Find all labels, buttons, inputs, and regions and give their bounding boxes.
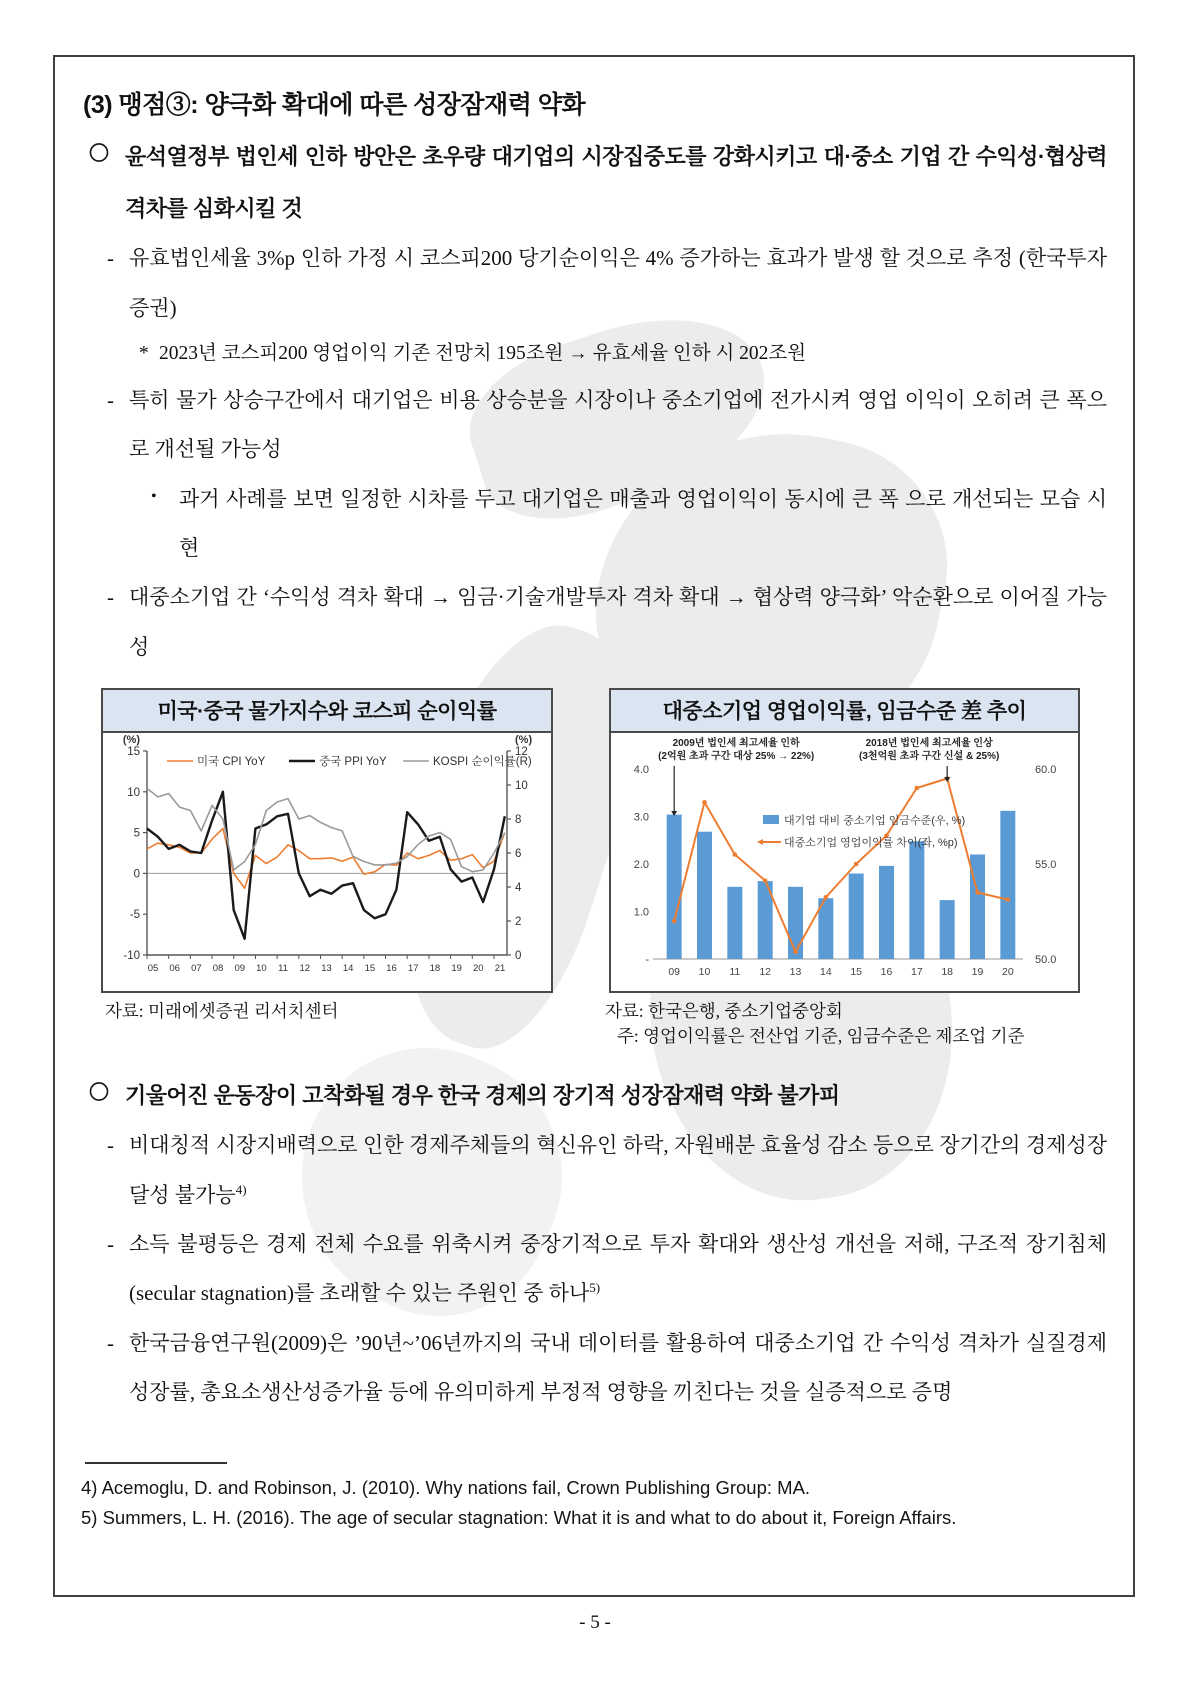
annotation-line2: (3천억원 초과 구간 신설 & 25%) [859, 751, 1000, 763]
left-axis-tick: 3.0 [633, 811, 649, 824]
footnote-item: 5) Summers, L. H. (2016). The age of secular stagnation: What it is and what to do about it, Foreign Affairs. [81, 1507, 957, 1529]
bullet-marker: 〇 [89, 143, 109, 165]
body-item-text: 비대칭적 시장지배력으로 인한 경제주체들의 혁신유인 하락, 자원배분 효율성 감소 등으로 장기간의 경제성장 달성 불가능$^{4)}$ [129, 1133, 1107, 1207]
x-axis-tick: 11 [729, 966, 741, 979]
x-axis-tick: 10 [256, 963, 267, 975]
footnote-separator [85, 1462, 227, 1464]
x-axis-tick: 15 [364, 963, 376, 975]
wage-level-bar [667, 815, 682, 959]
x-axis-tick: 19 [451, 963, 462, 975]
right-axis-tick: 12 [515, 746, 528, 759]
profit-gap-point [915, 786, 920, 791]
x-axis-tick: 14 [342, 963, 354, 975]
right-axis-tick: 55.0 [1035, 859, 1057, 872]
content-border-box [53, 55, 1135, 1597]
right-axis-tick: 50.0 [1035, 954, 1057, 967]
bullet-marker: - [107, 246, 114, 271]
left-chart-canvas [103, 733, 551, 991]
body-item-text: 윤석열정부 법인세 인하 방안은 초우량 대기업의 시장집중도를 강화시키고 대·중소 기업 간 수익성·협상력 격차를 심화시킬 것 [125, 144, 1107, 221]
right-axis-tick: 10 [515, 780, 528, 793]
bullet-marker: - [107, 1133, 114, 1158]
annotation-line1: 2009년 법인세 최고세율 인하 [672, 738, 800, 750]
x-axis-tick: 17 [910, 966, 923, 979]
chart-box-price-index [101, 688, 553, 993]
wage-level-bar [727, 887, 742, 959]
wage-level-bar [1000, 811, 1015, 959]
body-item-text: 2023년 코스피200 영업이익 기존 전망치 195조원 → 유효세율 인하 시 202조원 [159, 343, 807, 365]
profit-gap-point [975, 890, 980, 895]
wage-level-bar [909, 841, 924, 959]
footnote-ref: 5) [589, 1280, 601, 1296]
right-axis-unit: (%) [515, 734, 533, 747]
footnotes [81, 1474, 1107, 1533]
x-axis-tick: 05 [147, 963, 159, 975]
section-heading: (3) 맹점③: 양극화 확대에 따른 성장잠재력 약화 [83, 91, 586, 119]
body-item-text: 한국금융연구원(2009)은 ’90년~’06년까지의 국내 데이터를 활용하여 대중소기업 간 수익성 격차가 실질경제성장률, 총요소생산성증가율 등에 유의미하게 부정적 영향을 끼친다는 것을 실증적으로 증명 [129, 1330, 1107, 1405]
bottom-bullet-list [81, 1070, 1107, 1418]
top-bullet-list [81, 131, 1107, 672]
body-item [81, 131, 1107, 234]
left-chart-title: 미국·중국 물가지수와 코스피 순이익률 [103, 690, 551, 733]
annotation-line2: (2억원 초과 구간 대상 25% → 22%) [658, 751, 815, 763]
body-item-text: 기울어진 운동장이 고착화될 경우 한국 경제의 장기적 성장잠재력 약화 불가피 [125, 1082, 840, 1108]
x-axis-tick: 19 [971, 966, 984, 979]
left-axis-tick: -10 [123, 950, 140, 963]
bullet-marker: * [139, 343, 149, 365]
x-axis-tick: 20 [1001, 966, 1014, 979]
wage-level-bar [849, 874, 864, 960]
x-axis-tick: 13 [789, 966, 802, 979]
body-item-text: 대중소기업 간 ‘수익성 격차 확대 → 임금·기술개발투자 격차 확대 → 협상력 양극화’ 악순환으로 이어질 가능성 [129, 585, 1107, 659]
body-item [81, 376, 1107, 475]
wage-level-bar [879, 866, 894, 959]
wage-level-bar [697, 832, 712, 959]
bullet-marker: • [151, 487, 157, 505]
series-KOSPI 순이익률(R) [147, 788, 505, 871]
body-item-text: 특히 물가 상승구간에서 대기업은 비용 상승분을 시장이나 중소기업에 전가시켜 영업 이익이 오히려 큰 폭으로 개선될 가능성 [129, 387, 1107, 462]
profit-gap-point [854, 862, 859, 867]
left-axis-tick: 15 [127, 746, 140, 759]
chart-sources [105, 999, 1107, 1050]
x-axis-tick: 20 [473, 963, 484, 975]
legend-label: 미국 CPI YoY [197, 756, 266, 769]
profit-gap-point [702, 800, 707, 805]
bullet-marker: - [107, 387, 114, 412]
left-axis-tick: -5 [129, 909, 140, 922]
body-item [81, 234, 1107, 333]
x-axis-tick: 10 [698, 966, 711, 979]
footnote-ref: 4) [235, 1181, 247, 1197]
body-item-text: 소득 불평등은 경제 전체 수요를 위축시켜 중장기적으로 투자 확대와 생산성 개선을 저해, 구조적 장기침체(secular stagnation)를 초래할 수 있는 주원인 중 하나$^{5)}$ [129, 1232, 1107, 1306]
right-chart-source [605, 999, 1024, 1050]
legend-bar-swatch [763, 815, 779, 824]
legend-label: KOSPI 순이익률(R) [433, 756, 532, 769]
x-axis-tick: 17 [407, 963, 419, 975]
x-axis-tick: 09 [668, 966, 681, 979]
x-axis-tick: 16 [386, 963, 397, 975]
body-item [81, 1319, 1107, 1418]
x-axis-tick: 21 [494, 963, 506, 975]
left-axis-tick: 5 [133, 827, 140, 840]
profit-gap-point [763, 878, 768, 883]
profit-gap-point [793, 950, 798, 955]
x-axis-tick: 12 [299, 963, 311, 975]
body-item [81, 333, 1107, 376]
bullet-marker: - [107, 585, 114, 610]
x-axis-tick: 14 [819, 966, 832, 979]
x-axis-tick: 13 [321, 963, 332, 975]
profit-gap-line [674, 779, 1008, 952]
legend-label: 중국 PPI YoY [319, 756, 387, 769]
x-axis-tick: 09 [234, 963, 246, 975]
x-axis-tick: 11 [278, 963, 289, 975]
source-text: 자료: 한국은행, 중소기업중앙회 [605, 1001, 843, 1022]
profit-gap-point [672, 919, 677, 924]
bullet-marker: - [107, 1232, 114, 1257]
right-chart-title: 대중소기업 영업이익률, 임금수준 差 추이 [611, 690, 1078, 733]
right-axis-tick: 6 [515, 848, 522, 861]
x-axis-tick: 16 [880, 966, 893, 979]
page-number: - 5 - [579, 1612, 611, 1633]
footnote-item: 4) Acemoglu, D. and Robinson, J. (2010). Why nations fail, Crown Publishing Group: MA. [81, 1476, 811, 1498]
body-item [81, 573, 1107, 672]
right-axis-tick: 0 [515, 950, 522, 963]
legend-line-arrow [757, 839, 763, 845]
x-axis-tick: 15 [850, 966, 863, 979]
x-axis-tick: 06 [169, 963, 180, 975]
profit-gap-point [1006, 897, 1011, 902]
legend-label: 대중소기업 영업이익률 차이(좌, %p) [784, 837, 958, 850]
x-axis-tick: 07 [191, 963, 202, 975]
left-axis-unit: (%) [122, 734, 140, 747]
wage-level-bar [940, 900, 955, 959]
right-axis-tick: 60.0 [1035, 764, 1057, 777]
left-axis-tick: - [645, 954, 649, 967]
bullet-marker: - [107, 1330, 114, 1355]
chart-box-wage-gap [609, 688, 1080, 993]
body-item-text: 과거 사례를 보면 일정한 시차를 두고 대기업은 매출과 영업이익이 동시에 큰 폭 으로 개선되는 모습 시현 [179, 486, 1107, 560]
body-item [81, 1070, 1107, 1122]
body-item [81, 1220, 1107, 1319]
left-axis-tick: 0 [133, 868, 140, 881]
x-axis-tick: 18 [429, 963, 441, 975]
x-axis-tick: 18 [941, 966, 954, 979]
wage-level-bar [788, 887, 803, 959]
source-text: 자료: 미래에셋증권 리서치센터 [105, 1001, 339, 1022]
right-axis-tick: 2 [515, 916, 522, 929]
body-item-text: 유효법인세율 3%p 인하 가정 시 코스피200 당기순이익은 4% 증가하는 효과가 발생 할 것으로 추정 (한국투자증권) [129, 246, 1107, 320]
right-axis-tick: 4 [515, 882, 522, 895]
left-axis-tick: 10 [127, 786, 140, 799]
body-item [81, 1121, 1107, 1220]
right-axis-tick: 8 [515, 814, 522, 827]
x-axis-tick: 08 [212, 963, 224, 975]
annotation-line1: 2018년 법인세 최고세율 인상 [865, 738, 993, 750]
x-axis-tick: 12 [759, 966, 772, 979]
note-text: 주: 영업이익률은 전산업 기준, 임금수준은 제조업 기준 [617, 1026, 1025, 1047]
bullet-marker: 〇 [89, 1081, 109, 1104]
left-axis-tick: 1.0 [633, 906, 649, 919]
profit-gap-point [733, 852, 738, 857]
series-미국 CPI YoY [147, 829, 505, 889]
left-axis-tick: 4.0 [633, 764, 649, 777]
charts-row [101, 688, 1107, 993]
body-item [81, 475, 1107, 574]
left-axis-tick: 2.0 [633, 859, 649, 872]
legend-label: 대기업 대비 중소기업 임금수준(우, %) [784, 815, 966, 828]
series-중국 PPI YoY [147, 792, 505, 939]
left-chart-source [105, 999, 605, 1050]
right-chart-canvas [611, 733, 1078, 991]
profit-gap-point [824, 895, 829, 900]
